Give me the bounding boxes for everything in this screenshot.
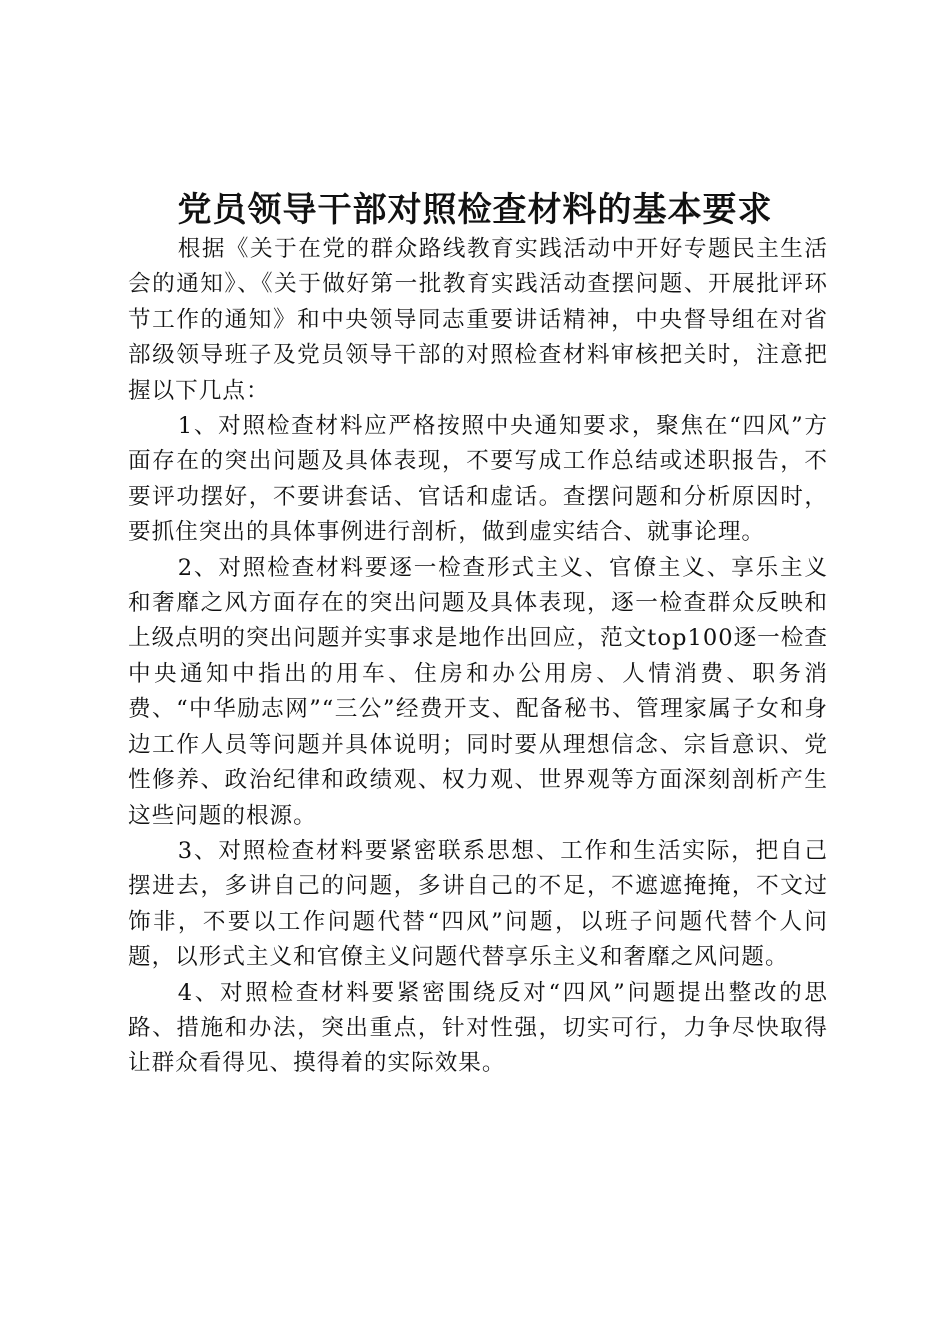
point-3-paragraph: 3、对照检查材料要紧密联系思想、工作和生活实际，把自己摆进去，多讲自己的问题，多讲自己的不足，不遮遮掩掩，不文过饰非，不要以工作问题代替“四风”问题，以班子问题代替个人问题，以形式主义和官僚主义问题代替享乐主义和奢靡之风问题。 bbox=[128, 837, 828, 971]
intro-paragraph: 根据《关于在党的群众路线教育实践活动中开好专题民主生活会的通知》、《关于做好第一批教育实践活动查摆问题、开展批评环节工作的通知》和中央领导同志重要讲话精神，中央督导组在对省部级领导班子及党员领导干部的对照检查材料审核把关时，注意把握以下几点： bbox=[128, 236, 828, 404]
point-4-paragraph: 4、对照检查材料要紧密围绕反对“四风”问题提出整改的思路、措施和办法，突出重点，针对性强，切实可行，力争尽快取得让群众看得见、摸得着的实际效果。 bbox=[128, 979, 828, 1077]
point-2-paragraph: 2、对照检查材料要逐一检查形式主义、官僚主义、享乐主义和奢靡之风方面存在的突出问题及具体表现，逐一检查群众反映和上级点明的突出问题并实事求是地作出回应，范文top100逐一检查中央通知中指出的用车、住房和办公用房、人情消费、职务消费、“中华励志网”“三公”经费开支、配备秘书、管理家属子女和身边工作人员等问题并具体说明；同时要从理想信念、宗旨意识、党性修养、政治纪律和政绩观、权力观、世界观等方面深刻剖析产生这些问题的根源。 bbox=[128, 554, 828, 829]
point-1-paragraph: 1、对照检查材料应严格按照中央通知要求，聚焦在“四风”方面存在的突出问题及具体表现，不要写成工作总结或述职报告，不要评功摆好，不要讲套话、官话和虚话。查摆问题和分析原因时，要抓住突出的具体事例进行剖析，做到虚实结合、就事论理。 bbox=[128, 413, 828, 546]
document-title: 党员领导干部对照检查材料的基本要求 bbox=[177, 190, 773, 230]
document-body bbox=[128, 232, 828, 1082]
